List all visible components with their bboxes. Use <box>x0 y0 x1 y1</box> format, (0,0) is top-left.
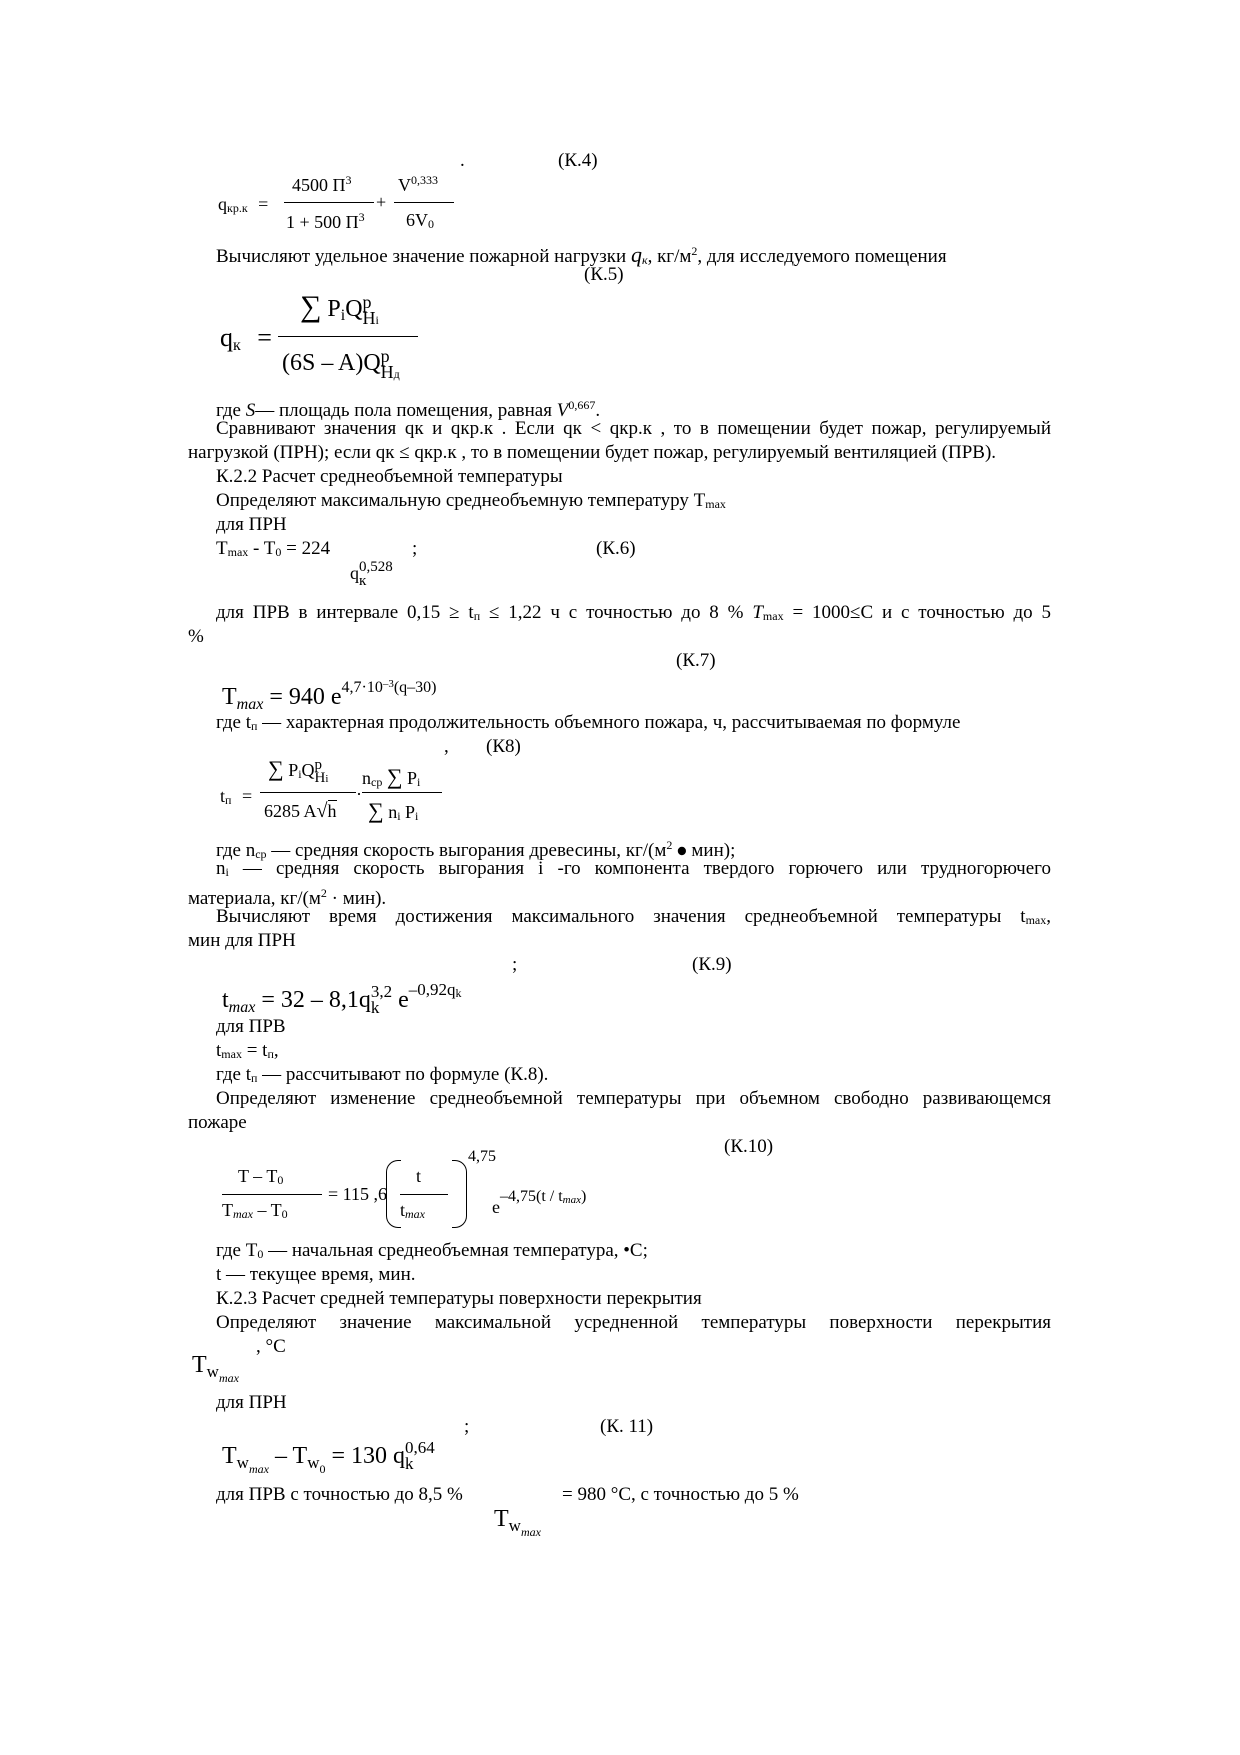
k8-comma: , <box>444 736 449 757</box>
k9-equation: $t_{max} = 32 - 8,1q$ 3,2 k $e^{-0,92qk}$ <box>222 980 462 1017</box>
k5-lhs: qк = <box>220 323 272 354</box>
paragraph-prv-interval: для ПРВ в интервале 0,15 ≥ tп ≤ 1,22 ч с точностью до 8 % Tmax = 1000≤С и с точностью до 5 <box>216 602 1052 623</box>
paragraph-ni-line1: ni — средняя скорость выгорания i -го компонента твердого горючего или трудногорючего <box>216 858 1051 879</box>
paragraph-tp-description: где tп — характерная продолжительность объемного пожара, ч, рассчитываемая по формуле <box>216 712 961 733</box>
k10-numerator: T – T0 <box>238 1166 284 1187</box>
paragraph-tp-reference: где tп — рассчитывают по формуле (К.8). <box>216 1064 549 1085</box>
eq-label-k5: (К.5) <box>584 264 624 285</box>
note-floor-area: где S— площадь пола помещения, равная V$^{0,667}$. <box>216 398 601 421</box>
k4-num1: 4500 $П^3$ <box>292 173 352 195</box>
paragraph-compare-line2: нагрузкой (ПРН); если qк ≤ qкр.к , то в помещении будет пожар, регулируемый вентиляцией (ПРВ). <box>188 442 997 463</box>
section-heading-k22: К.2.2 Расчет среднеобъемной температуры <box>216 466 563 487</box>
k5-numerator: ∑ PiQ p Hi <box>300 290 379 328</box>
label-for-prn-1: для ПРН <box>216 514 287 535</box>
eq-tmax-equals-tp: tmax = tп, <box>216 1040 279 1061</box>
paragraph-tmax: Определяют максимальную среднеобъемную температуру Tmax <box>216 490 726 511</box>
tw-max-symbol-2: $T_{wmax}$ <box>494 1506 541 1539</box>
k7-equation: $T_{max} = 940$ $e^{4,7\cdot 10^{-3}(q-30)}$ <box>222 678 437 713</box>
k6-lhs: Tmax - T0 = 224 <box>216 538 331 559</box>
section-heading-k23: К.2.3 Расчет средней температуры поверхности перекрытия <box>216 1288 702 1309</box>
k6-semicolon: ; <box>412 538 418 559</box>
k8-denominator-1: 6285 A√h <box>264 800 337 822</box>
eq-label-k9: (К.9) <box>692 954 732 975</box>
k4-fraction-bar-1 <box>284 202 374 203</box>
k8-lhs: tп = <box>220 786 253 807</box>
k8-numerator-2: ncp ∑ Pi <box>362 764 421 789</box>
k10-paren-denominator: tmax <box>400 1200 426 1221</box>
k8-denominator-2: ∑ ni Pi <box>368 798 419 823</box>
k10-exponential: e–4,75(t / tmax) <box>492 1188 587 1217</box>
eq-label-k7: (К.7) <box>676 650 716 671</box>
label-for-prn-2: для ПРН <box>216 1392 287 1413</box>
k5-fraction-bar <box>278 336 418 337</box>
k8-numerator-1: ∑ PiQ p Hi <box>268 756 329 786</box>
k10-right-paren <box>452 1160 467 1228</box>
k8-fraction-bar-1 <box>260 792 356 793</box>
paragraph-surface-line1: Определяют значение максимальной усредненной температуры поверхности перекрытия <box>216 1312 1051 1333</box>
eq-label-k8: (К8) <box>486 736 521 757</box>
paragraph-time-line1: Вычисляют время достижения максимального значения среднеобъемной температуры tmax, <box>216 906 1051 927</box>
label-for-prv-1: для ПРВ <box>216 1016 286 1037</box>
paragraph-t0: где T0 — начальная среднеобъемная температура, •С; <box>216 1240 648 1261</box>
k4-lhs: qкр.к = <box>218 194 269 215</box>
k8-fraction-bar-2 <box>362 792 442 793</box>
tw-max-symbol: $T_{wmax}$ <box>192 1352 239 1385</box>
eq-label-k11: (К. 11) <box>600 1416 654 1437</box>
k10-paren-numerator: t <box>416 1166 422 1186</box>
k9-semicolon: ; <box>512 954 518 975</box>
k10-fraction-bar-1 <box>222 1194 322 1195</box>
k11-equation: $T_{wmax} - T_{w0} = 130$ q 0,64 k <box>222 1438 435 1476</box>
eq-label-k6: (К.6) <box>596 538 636 559</box>
paragraph-change-line1: Определяют изменение среднеобъемной температуры при объемном свободно развивающемся <box>216 1088 1051 1109</box>
eq-label-k4: (К.4) <box>558 150 598 171</box>
k4-den2: 6V0 <box>406 210 434 231</box>
k11-semicolon: ; <box>464 1416 470 1437</box>
k10-denominator: Tmax – T0 <box>222 1200 288 1221</box>
k10-fraction-bar-2 <box>400 1194 448 1195</box>
k4-fraction-bar-2 <box>394 202 454 203</box>
paragraph-prv-interval-line2: % <box>188 626 204 647</box>
k4-num2: V$^{0,333}$ <box>398 173 438 195</box>
paragraph-change-line2: пожаре <box>188 1112 247 1133</box>
paragraph-time-line2: мин для ПРН <box>188 930 296 951</box>
paragraph-ncp: где nср — средняя скорость выгорания древесины, $кг/(м^2$ ⦁ мин); <box>216 838 736 861</box>
punct-dot: . <box>460 150 465 171</box>
k6-denominator: q 0,528 к <box>350 559 393 589</box>
paragraph-surface-line2: , °С <box>256 1336 286 1357</box>
k4-plus: + <box>376 192 387 212</box>
paragraph-t-current: t — текущее время, мин. <box>216 1264 416 1285</box>
paragraph-prv-surface-b: = 980 °С, с точностью до 5 % <box>562 1484 799 1505</box>
k10-power: 4,75 <box>468 1148 496 1165</box>
k8-multiply-dot: · <box>356 784 362 804</box>
paragraph-prv-surface-a: для ПРВ с точностью до 8,5 % <box>216 1484 463 1505</box>
k10-coefficient: = 115 ,6 <box>328 1184 387 1204</box>
k10-left-paren <box>386 1160 401 1228</box>
paragraph-compare-line1: Сравнивают значения qк и qкр.к . Если qк < qкр.к , то в помещении будет пожар, регулируемый <box>216 418 1051 439</box>
k4-den1: 1 + 500 $П^3$ <box>286 210 365 232</box>
eq-label-k10: (К.10) <box>724 1136 774 1157</box>
paragraph-ni-line2: материала, $кг/(м^2 \cdot мин)$. <box>188 886 387 909</box>
k5-denominator: (6S – A)Q p Hд <box>282 346 400 382</box>
paragraph-fire-load: Вычисляют удельное значение пожарной нагрузки qк, $кг/м^2$, для исследуемого помещения <box>216 242 947 267</box>
